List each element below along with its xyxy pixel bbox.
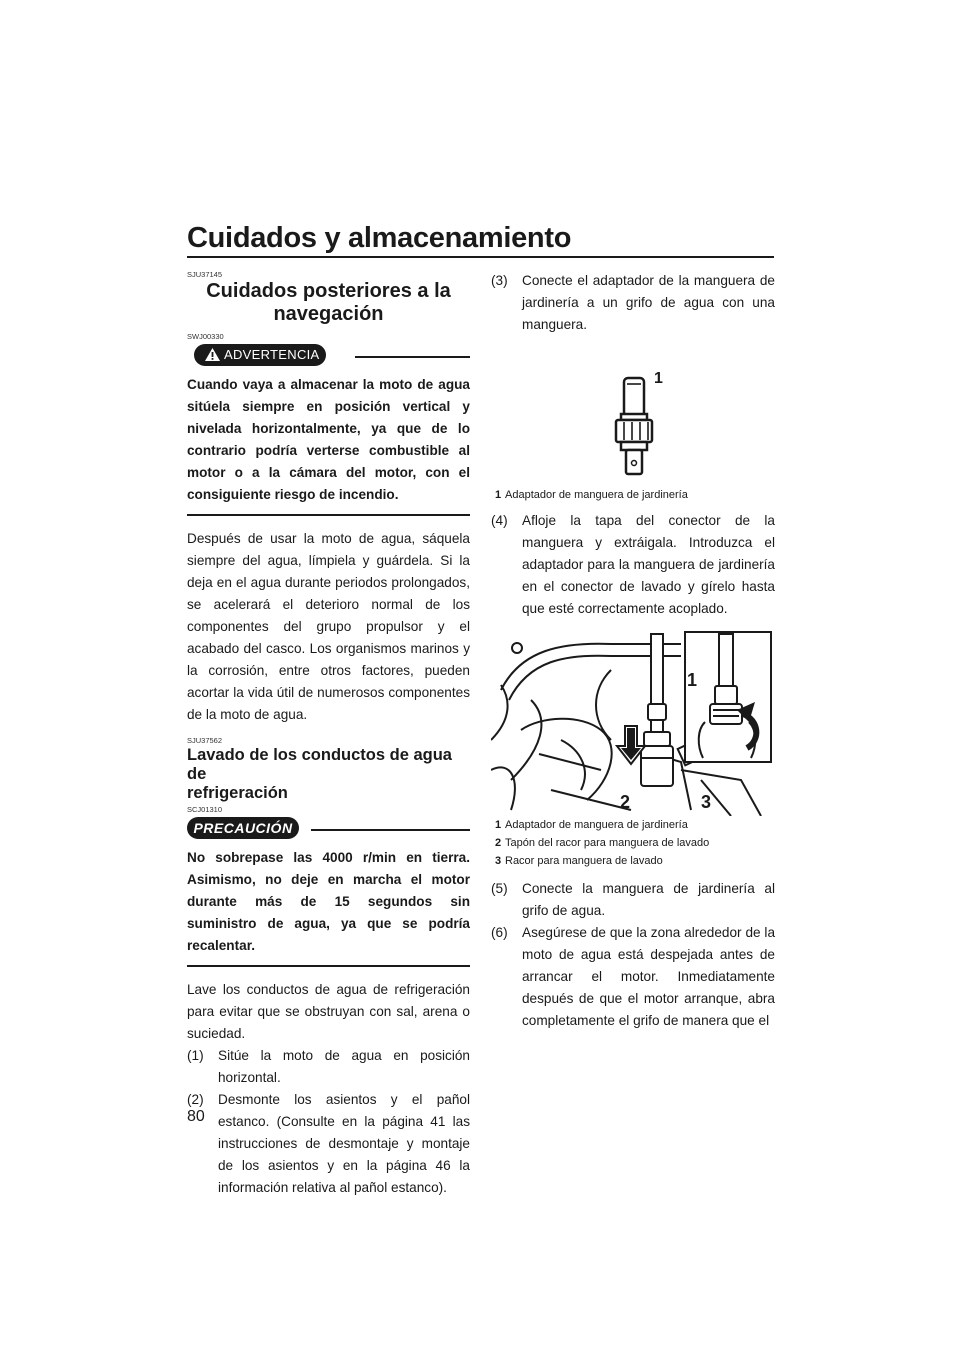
caution-rule bbox=[311, 829, 470, 831]
figure-flush-connector bbox=[491, 630, 775, 816]
step-text: Sitúe la moto de agua en posición horizontal. bbox=[218, 1048, 470, 1085]
caption-number: 3 bbox=[495, 855, 502, 867]
subsection-code: SJU37562 bbox=[187, 736, 223, 745]
subsection-title-line1: Lavado de los conductos de agua de bbox=[187, 746, 452, 783]
header-rule bbox=[187, 256, 774, 258]
step-item bbox=[491, 878, 775, 922]
step-text: Conecte la manguera de jardinería al grifo de agua. bbox=[522, 881, 775, 918]
caption-text: Adaptador de manguera de jardinería bbox=[505, 489, 688, 501]
figure-caption bbox=[491, 834, 775, 852]
warning-triangle-icon bbox=[204, 347, 221, 362]
flush-connector-illustration bbox=[491, 630, 775, 816]
section-title-line1: Cuidados posteriores a la bbox=[206, 280, 451, 302]
step-text: Conecte el adaptador de la manguera de jardinería a un grifo de agua con una manguera. bbox=[522, 273, 775, 332]
step-number: (2) bbox=[187, 1092, 204, 1107]
caution-code: SCJ01310 bbox=[187, 805, 223, 814]
warning-text: Cuando vaya a almacenar la moto de agua sitúela siempre en posición vertical y nivelada horizontalmente, ya que de lo contrario podría verterse combustible al motor o a la cámara del motor, con el consiguiente riesgo de incendio. bbox=[187, 377, 470, 502]
figure-callout-1: 1 bbox=[654, 370, 663, 387]
step-item bbox=[491, 510, 775, 620]
warning-rule bbox=[355, 356, 470, 358]
step-text: Desmonte los asientos y el pañol estanco. (Consulte en la página 41 las instrucciones de desmontaje y montaje de los asientos y en la página 46 la información relativa al pañol estanco). bbox=[218, 1092, 470, 1195]
figure-caption bbox=[491, 816, 775, 834]
left-column bbox=[187, 270, 470, 1199]
caution-header bbox=[187, 817, 470, 841]
figure-callout-1: 1 bbox=[687, 670, 698, 690]
step-item bbox=[491, 270, 775, 336]
caption-text: Adaptador de manguera de jardinería bbox=[505, 819, 688, 831]
hose-adapter-illustration bbox=[491, 336, 775, 486]
figure-caption bbox=[491, 486, 775, 504]
step-number: (5) bbox=[491, 881, 508, 896]
section-code: SJU37145 bbox=[187, 270, 223, 279]
step-text: Afloje la tapa del conector de la manguera y extráigala. Introduzca el adaptador para la manguera de jardinería en el conector de lavado y gírelo hasta que esté correctamente acoplado. bbox=[522, 513, 775, 616]
subsection-title bbox=[187, 746, 470, 803]
figure-callout-3: 3 bbox=[701, 792, 712, 812]
caption-text: Racor para manguera de lavado bbox=[505, 855, 663, 867]
step-item bbox=[187, 1089, 470, 1199]
caption-text: Tapón del racor para manguera de lavado bbox=[505, 837, 710, 849]
warning-badge bbox=[194, 344, 326, 366]
step-number: (1) bbox=[187, 1048, 204, 1063]
caption-number: 1 bbox=[495, 819, 502, 831]
caption-number: 2 bbox=[495, 837, 502, 849]
warning-code: SWJ00330 bbox=[187, 332, 224, 341]
section-title bbox=[187, 280, 470, 326]
caution-text: No sobrepase las 4000 r/min en tierra. Asimismo, no deje en marcha el motor durante más de 15 segundos sin suministro de agua, ya que se podría recalentar. bbox=[187, 850, 470, 953]
page-header-title: Cuidados y almacenamiento bbox=[187, 222, 572, 254]
step-number: (3) bbox=[491, 273, 508, 288]
figure-callout-2: 2 bbox=[620, 792, 631, 812]
warning-header bbox=[187, 344, 470, 368]
right-column bbox=[491, 270, 775, 1032]
page-number: 80 bbox=[187, 1108, 205, 1125]
step-item bbox=[491, 922, 775, 1032]
caption-number: 1 bbox=[495, 489, 502, 501]
subsection-title-line2: refrigeración bbox=[187, 784, 288, 802]
intro-paragraph: Después de usar la moto de agua, sáquela siempre del agua, límpiela y guárdela. Si la deja en el agua durante periodos prolongados, se acelerará el deterioro normal de los componentes del grupo propulsor y el acabado del casco. Los organismos marinos y la corrosión, entre otros factores, pueden acortar la vida útil de numerosos componentes de la moto de agua. bbox=[187, 531, 470, 722]
warning-end-rule bbox=[187, 514, 470, 516]
figure-hose-adapter bbox=[491, 336, 775, 486]
step-text: Asegúrese de que la zona alrededor de la moto de agua está despejada antes de arrancar el motor. Inmediatamente después de que el motor arranque, abra completamente el grifo de manera que el bbox=[522, 925, 775, 1028]
step-number: (6) bbox=[491, 925, 508, 940]
section-title-line2: navegación bbox=[273, 303, 384, 325]
wash-paragraph: Lave los conductos de agua de refrigeración para evitar que se obstruyan con sal, arena o suciedad. bbox=[187, 982, 470, 1041]
caution-badge: PRECAUCIÓN bbox=[187, 817, 299, 839]
warning-label: ADVERTENCIA bbox=[224, 347, 320, 362]
caution-end-rule bbox=[187, 965, 470, 967]
step-number: (4) bbox=[491, 513, 508, 528]
step-item bbox=[187, 1045, 470, 1089]
figure-caption bbox=[491, 852, 775, 870]
